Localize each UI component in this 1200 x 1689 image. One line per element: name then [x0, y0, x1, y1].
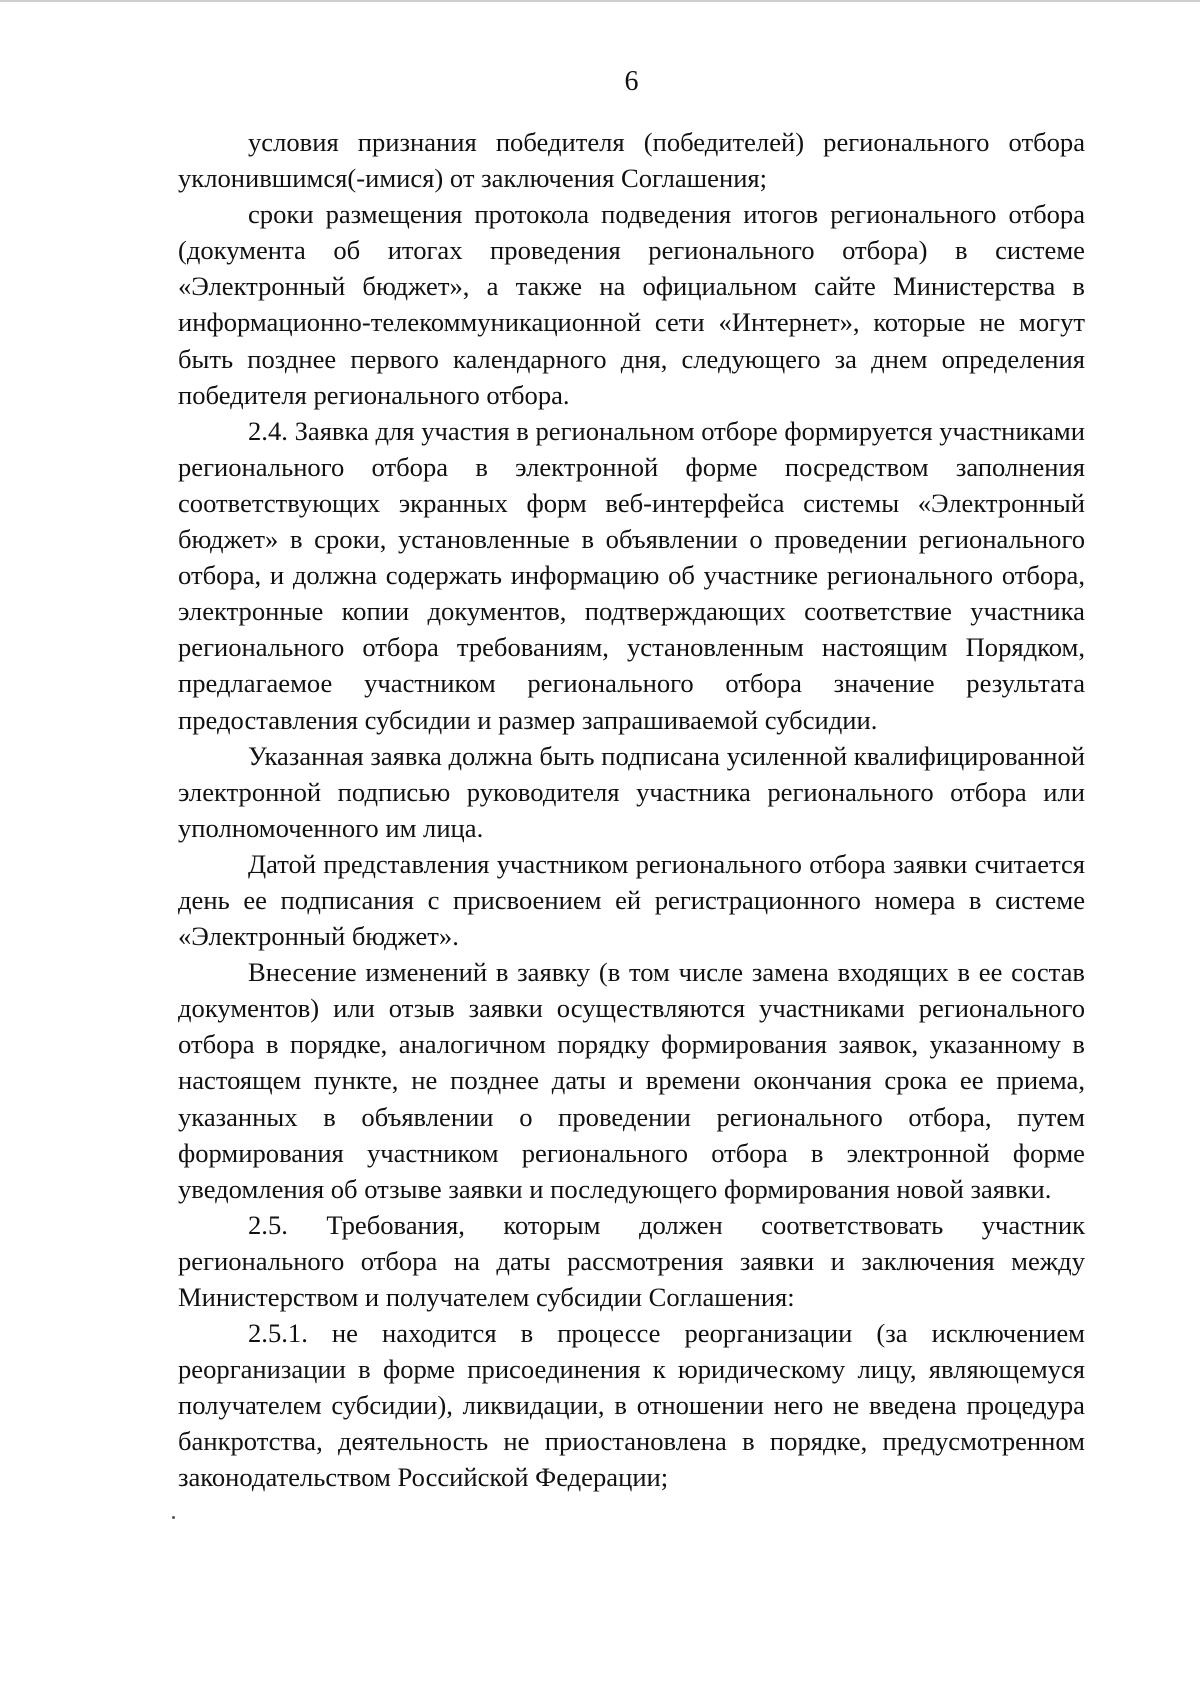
paragraph-7: 2.5. Требования, которым должен соответствовать участник регионального отбора на даты рассмотрения заявки и заключения между Министерством и получателем субсидии Соглашения: — [178, 1209, 1085, 1312]
paragraph-8: 2.5.1. не находится в процессе реорганизации (за исключением реорганизации в форме присоединения к юридическому лицу, являющемуся получателем субсидии), ликвидации, в отношении него не введена процедура банкротства, деятельность не приостановлена в порядке, предусмотренном законодательством Российской Федерации; — [178, 1318, 1085, 1493]
scan-speck — [172, 1516, 175, 1519]
paragraph-1: условия признания победителя (победителей) регионального отбора уклонившимся(-имися) от заключения Соглашения; — [178, 127, 1085, 194]
scan-top-edge — [0, 0, 1200, 2]
paragraph-2: сроки размещения протокола подведения итогов регионального отбора (документа об итогах проведения регионального отбора) в системе «Электронный бюджет», а также на официальном сайте Министерства в информационно-телекоммуникационной сети «Интернет», которые не могут быть позднее первого календарного дня, следующего за днем определения победителя регионального отбора. — [178, 199, 1085, 410]
document-body — [178, 124, 1085, 1496]
page-number: 6 — [624, 66, 639, 97]
paragraph-5: Датой представления участником регионального отбора заявки считается день ее подписания с присвоением ей регистрационного номера в системе «Электронный бюджет». — [178, 848, 1085, 952]
paragraph-4: Указанная заявка должна быть подписана усиленной квалифицированной электронной подписью руководителя участника регионального отбора или уполномоченного им лица. — [178, 740, 1085, 843]
paragraph-6: Внесение изменений в заявку (в том числе замена входящих в ее состав документов) или отзыв заявки осуществляются участниками регионального отбора в порядке, аналогичном порядку формирования заявок, указанному в настоящем пункте, не позднее даты и времени окончания срока ее приема, указанных в объявлении о проведении регионального отбора, путем формирования участником регионального отбора в электронной форме уведомления об отзыве заявки и последующего формирования новой заявки. — [178, 957, 1085, 1204]
paragraph-3: 2.4. Заявка для участия в региональном отборе формируется участниками регионального отбора в электронной форме посредством заполнения соответствующих экранных форм веб-интерфейса системы «Электронный бюджет» в сроки, установленные в объявлении о проведении регионального отбора, и должна содержать информацию об участнике регионального отбора, электронные копии документов, подтверждающих соответствие участника регионального отбора требованиям, установленным настоящим Порядком, предлагаемое участником регионального отбора значение результата предоставления субсидии и размер запрашиваемой субсидии. — [178, 415, 1085, 735]
